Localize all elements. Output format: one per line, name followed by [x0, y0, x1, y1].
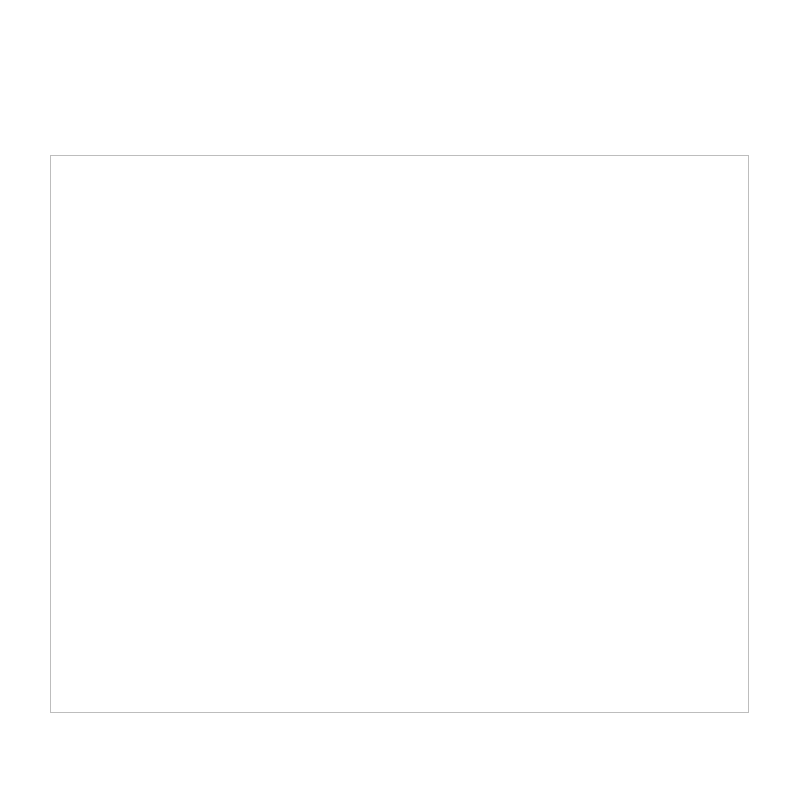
imprint-block — [97, 469, 387, 476]
copyright-page — [51, 156, 401, 712]
book-spread — [50, 155, 749, 713]
contents-page — [401, 156, 750, 712]
